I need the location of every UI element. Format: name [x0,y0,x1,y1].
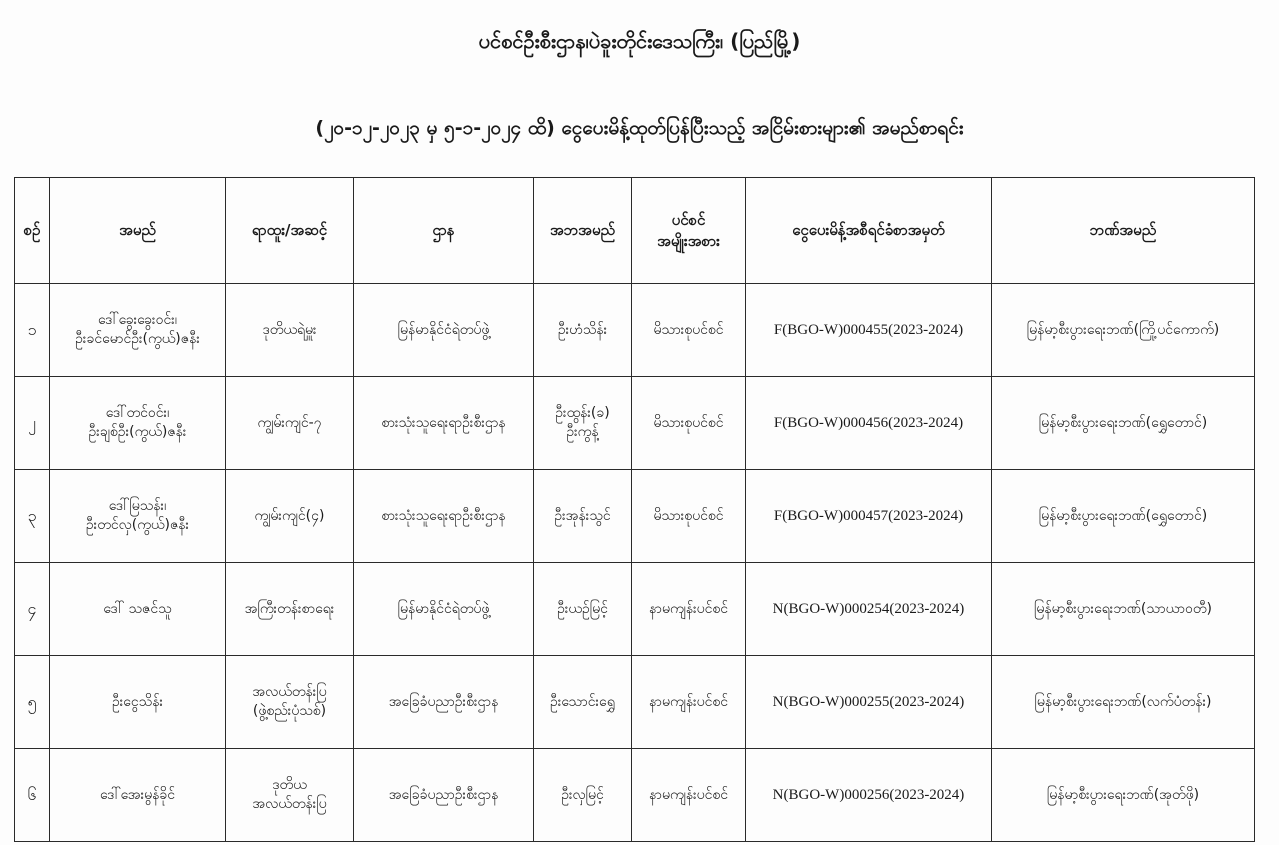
cell-father-name: ဦးဟံသိန်း [534,284,632,377]
cell-position: အလယ်တန်းပြ (ဖွဲ့စည်းပုံသစ်) [226,656,354,749]
cell-father-name: ဦးအုန်းသွင် [534,470,632,563]
pension-list-table [14,177,1255,842]
cell-serial: ၄ [15,563,50,656]
cell-serial: ၆ [15,749,50,842]
cell-department: စားသုံးသူရေးရာဦးစီးဌာန [354,470,534,563]
header-pension-type: ပင်စင် အမျိုးအစား [632,178,746,284]
cell-father-name: ဦးထွန်း(ခ) ဦးကွန့် [534,377,632,470]
cell-position: ကျွမ်းကျင်(၄) [226,470,354,563]
cell-department: စားသုံးသူရေးရာဦးစီးဌာန [354,377,534,470]
cell-bank-name: မြန်မာ့စီးပွားရေးဘဏ်(လက်ပံတန်း) [992,656,1255,749]
table-header-row [15,178,1255,284]
table-body [15,284,1255,842]
cell-serial: ၂ [15,377,50,470]
cell-report-number: N(BGO-W)000254(2023-2024) [746,563,992,656]
cell-pension-type: နာမကျန်းပင်စင် [632,656,746,749]
cell-name: ဒေါ်မြသန်း၊ ဦးတင်လှ(ကွယ်)ဇနီး [50,470,226,563]
header-bank-name: ဘဏ်အမည် [992,178,1255,284]
cell-position: ကျွမ်းကျင်-၇ [226,377,354,470]
cell-department: မြန်မာနိုင်ငံရဲတပ်ဖွဲ့ [354,563,534,656]
cell-name: ဒေါ်ခွေးခွေးဝင်း၊ ဦးခင်မောင်ဦး(ကွယ်)ဇနီး [50,284,226,377]
table-row [15,749,1255,842]
cell-pension-type: နာမကျန်းပင်စင် [632,749,746,842]
cell-report-number: N(BGO-W)000256(2023-2024) [746,749,992,842]
cell-department: အခြေခံပညာဦးစီးဌာန [354,749,534,842]
cell-report-number: N(BGO-W)000255(2023-2024) [746,656,992,749]
cell-bank-name: မြန်မာ့စီးပွားရေးဘဏ်(ကြို့ပင်ကောက်) [992,284,1255,377]
cell-serial: ၃ [15,470,50,563]
table-row [15,377,1255,470]
table-row [15,284,1255,377]
header-serial: စဉ် [15,178,50,284]
cell-position: အကြီးတန်းစာရေး [226,563,354,656]
cell-father-name: ဦးသောင်းရွှေ [534,656,632,749]
table-row [15,470,1255,563]
cell-bank-name: မြန်မာ့စီးပွားရေးဘဏ်(သာယာဝတီ) [992,563,1255,656]
cell-department: မြန်မာနိုင်ငံရဲတပ်ဖွဲ့ [354,284,534,377]
cell-name: ဒေါ်တင်ဝင်း၊ ဦးချစ်ဦး(ကွယ်)ဇနီး [50,377,226,470]
table-row [15,656,1255,749]
header-department: ဌာန [354,178,534,284]
header-father-name: အဘအမည် [534,178,632,284]
cell-bank-name: မြန်မာ့စီးပွားရေးဘဏ်(ရွှေတောင်) [992,377,1255,470]
document-subtitle: (၂၀-၁၂-၂၀၂၃ မှ ၅-၁-၂၀၂၄ ထိ) ငွေပေးမိန့်ထုတ်ပြန်ပြီးသည့် အငြိမ်းစားများ၏ အမည်စာရင်း [315,117,964,139]
cell-position: ဒုတိယရဲမှူး [226,284,354,377]
cell-pension-type: မိသားစုပင်စင် [632,470,746,563]
cell-name: ဦးငွေသိန်း [50,656,226,749]
cell-serial: ၅ [15,656,50,749]
header-name: အမည် [50,178,226,284]
table-row [15,563,1255,656]
header-report-number: ငွေပေးမိန့်အစီရင်ခံစာအမှတ် [746,178,992,284]
cell-pension-type: နာမကျန်းပင်စင် [632,563,746,656]
cell-pension-type: မိသားစုပင်စင် [632,377,746,470]
cell-name: ဒေါ်အေးမွန်ခိုင် [50,749,226,842]
cell-bank-name: မြန်မာ့စီးပွားရေးဘဏ်(ရွှေတောင်) [992,470,1255,563]
cell-name: ဒေါ် သဇင်သူ [50,563,226,656]
cell-father-name: ဦးလှမြင့် [534,749,632,842]
document-title: ပင်စင်ဦးစီးဌာန၊ပဲခူးတိုင်းဒေသကြီး၊ (ပြည်မြို့) [478,29,801,53]
cell-report-number: F(BGO-W)000457(2023-2024) [746,470,992,563]
cell-serial: ၁ [15,284,50,377]
cell-report-number: F(BGO-W)000455(2023-2024) [746,284,992,377]
header-position: ရာထူး/အဆင့် [226,178,354,284]
cell-father-name: ဦးယဉ်မြင့် [534,563,632,656]
cell-position: ဒုတိယ အလယ်တန်းပြ [226,749,354,842]
cell-department: အခြေခံပညာဦးစီးဌာန [354,656,534,749]
cell-pension-type: မိသားစုပင်စင် [632,284,746,377]
cell-report-number: F(BGO-W)000456(2023-2024) [746,377,992,470]
cell-bank-name: မြန်မာ့စီးပွားရေးဘဏ်(အုတ်ဖို) [992,749,1255,842]
